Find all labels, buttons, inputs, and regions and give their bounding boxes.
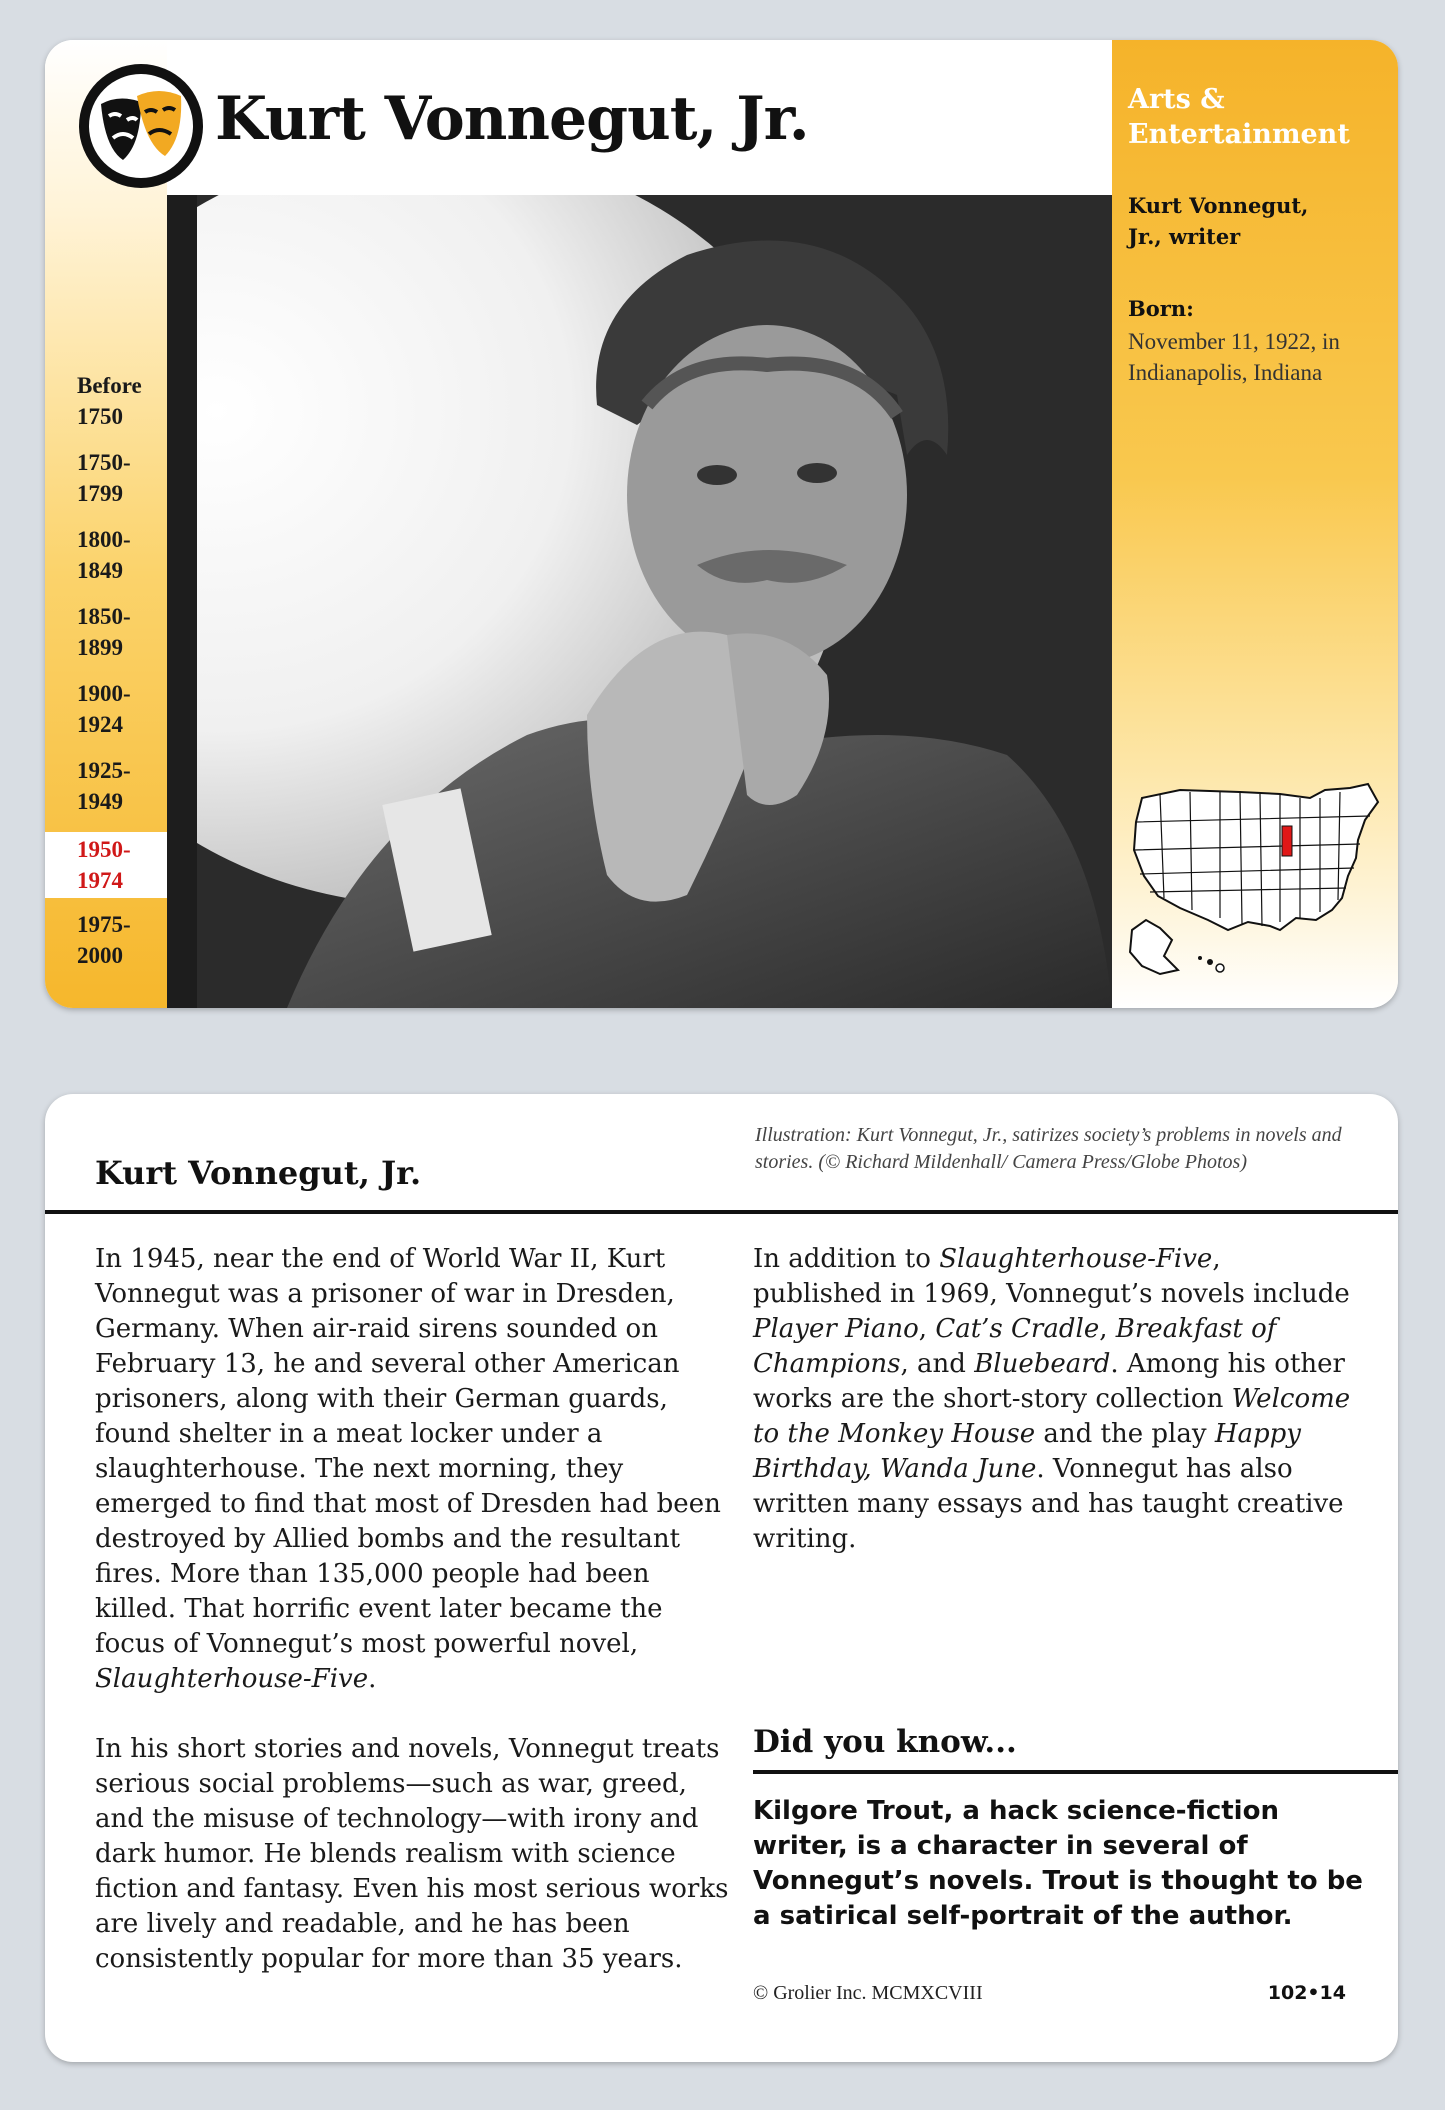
back-title: Kurt Vonnegut, Jr. xyxy=(95,1154,422,1192)
paragraph-works: In addition to Slaughterhouse-Five, published in 1969, Vonnegut’s novels include Player Piano, Cat’s Cradle, Breakfast of Champions, and Bluebeard. Among his other works are the short-story collection Welcome to the Monkey House and the play Happy Birthday, Wanda June. Vonnegut has also written many essays and has taught creative writing. xyxy=(753,1244,1351,1554)
era-item xyxy=(77,524,131,586)
era-line: 1900- xyxy=(77,681,131,706)
portrait-photo xyxy=(167,195,1112,1008)
era-line: 1924 xyxy=(77,712,123,737)
era-item xyxy=(77,601,131,663)
card-front xyxy=(45,40,1398,1008)
era-line: 1974 xyxy=(77,868,123,893)
era-item xyxy=(45,832,167,898)
paragraph-themes: In his short stories and novels, Vonnegut treats serious social problems—such as war, greed, and the misuse of technology—with irony and dark humor. He blends realism with science fiction and fantasy. Even his most serious works are lively and readable, and he has been consistently popular for more than 35 years. xyxy=(95,1734,729,1974)
did-you-know-divider xyxy=(753,1770,1398,1774)
era-line: 1950- xyxy=(77,837,131,862)
era-line: 1975- xyxy=(77,912,131,937)
era-line: 1850- xyxy=(77,604,131,629)
card-back xyxy=(45,1094,1398,2062)
era-line: Before xyxy=(77,373,142,398)
us-map xyxy=(1120,780,1385,985)
era-line: 1925- xyxy=(77,758,131,783)
era-item xyxy=(77,370,142,432)
photo-caption: Illustration: Kurt Vonnegut, Jr., satirizes society’s problems in novels and stories. (© Richard Mildenhall/ Camera Press/Globe Photos) xyxy=(755,1124,1342,1173)
card-title: Kurt Vonnegut, Jr. xyxy=(215,84,809,154)
subject-name-role: Kurt Vonnegut, Jr., writer xyxy=(1128,193,1309,249)
body-column-right xyxy=(753,1242,1353,1592)
did-you-know-text: Kilgore Trout, a hack science-fiction writer, is a character in several of Vonnegut’s novels. Trout is thought to be a satirical self-portrait of the author. xyxy=(753,1796,1363,1931)
indiana-highlight xyxy=(1282,826,1292,856)
era-line: 1750- xyxy=(77,450,131,475)
body-column-left xyxy=(95,1242,735,2012)
born-label: Born: xyxy=(1128,296,1194,321)
era-item xyxy=(77,678,131,740)
era-line: 1849 xyxy=(77,558,123,583)
era-item xyxy=(77,755,131,817)
header-divider xyxy=(45,1210,1398,1214)
theater-masks-icon xyxy=(79,64,203,188)
era-line: 1750 xyxy=(77,404,123,429)
copyright: © Grolier Inc. MCMXCVIII xyxy=(753,1982,983,2004)
era-item xyxy=(77,909,131,971)
card-number: 102•14 xyxy=(1267,1982,1346,2004)
era-line: 1899 xyxy=(77,635,123,660)
paragraph-dresden: In 1945, near the end of World War II, Kurt Vonnegut was a prisoner of war in Dresden, Germany. When air-raid sirens sounded on February 13, he and several other American prisoners, along with their German guards, found shelter in a meat locker under a slaughterhouse. The next morning, they emerged to find that most of Dresden had been destroyed by Allied bombs and the resultant fires. More than 135,000 people had been killed. That horrific event later became the focus of Vonnegut’s most powerful novel, Slaughterhouse-Five. xyxy=(95,1244,721,1694)
category-label: Arts & Entertainment xyxy=(1128,84,1350,150)
era-line: 1799 xyxy=(77,481,123,506)
era-line: 1800- xyxy=(77,527,131,552)
did-you-know-heading: Did you know... xyxy=(753,1724,1017,1760)
era-item xyxy=(77,447,131,509)
era-line: 2000 xyxy=(77,943,123,968)
era-line: 1949 xyxy=(77,789,123,814)
born-text: November 11, 1922, in Indianapolis, Indiana xyxy=(1128,329,1340,385)
